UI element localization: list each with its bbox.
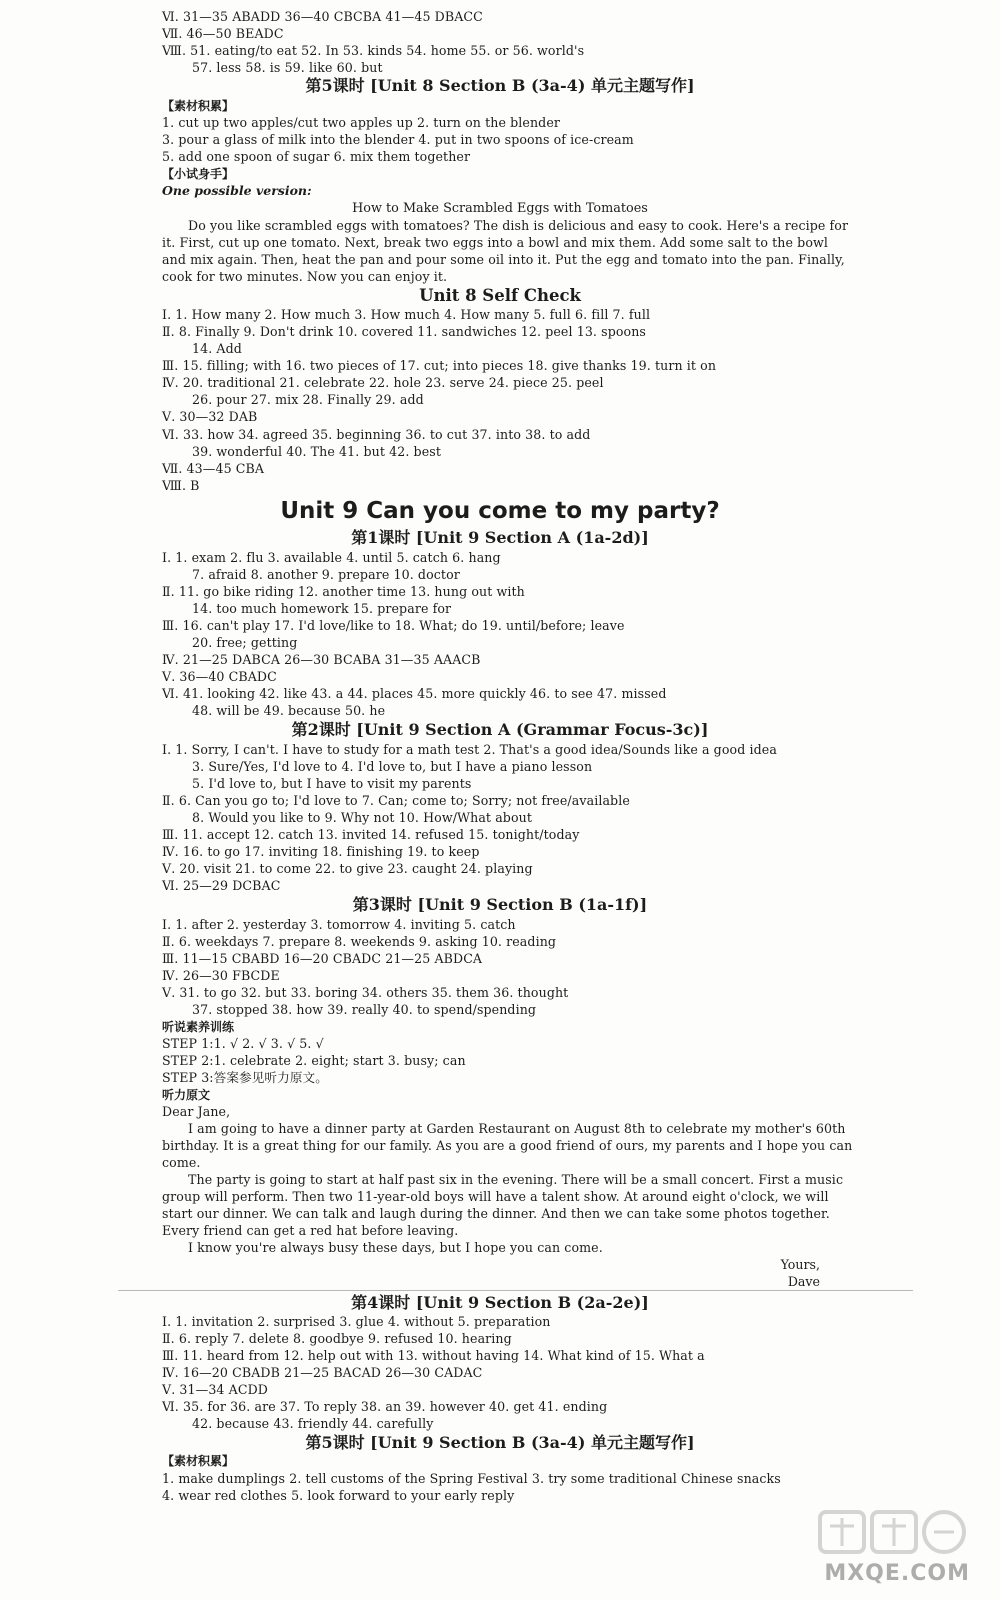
section-tag: 听力原文 <box>162 1088 211 1102</box>
answer-line: Ⅴ. 20. visit 21. to come 22. to give 23. caught 24. playing <box>162 861 533 876</box>
answer-line: Ⅵ. 25—29 DCBAC <box>162 878 281 893</box>
answer-line: Ⅱ. 6. weekdays 7. prepare 8. weekends 9. asking 10. reading <box>162 934 557 949</box>
answer-line: Ⅵ. 35. for 36. are 37. To reply 38. an 39. however 40. get 41. ending <box>162 1399 608 1414</box>
lesson-heading: 第1课时 [Unit 9 Section A (1a-2d)] <box>351 528 649 547</box>
lesson-heading: 第5课时 [Unit 9 Section B (3a-4) 单元主题写作] <box>305 1433 695 1452</box>
watermark-text: MXQE.COM <box>824 1561 970 1586</box>
lesson-heading: 第3课时 [Unit 9 Section B (1a-1f)] <box>352 895 648 914</box>
answer-line: Ⅳ. 20. traditional 21. celebrate 22. hole 23. serve 24. piece 25. peel <box>162 375 604 390</box>
letter-greeting: Dear Jane, <box>162 1104 231 1119</box>
answer-line: 26. pour 27. mix 28. Finally 29. add <box>192 392 424 407</box>
essay-line: and mix again. Then, heat the pan and pour some oil into it. Put the egg and tomato into the pan. Finally, <box>162 252 845 267</box>
answer-line: Ⅲ. 11—15 CBABD 16—20 CBADC 21—25 ABDCA <box>162 951 483 966</box>
answer-line: Ⅴ. 36—40 CBADC <box>162 669 277 684</box>
answer-line: Ⅰ. 1. exam 2. flu 3. available 4. until 5. catch 6. hang <box>162 550 501 565</box>
answer-line: Ⅰ. 1. Sorry, I can't. I have to study for a math test 2. That's a good idea/Sounds like a good idea <box>162 742 777 757</box>
answer-line: 37. stopped 38. how 39. really 40. to spend/spending <box>192 1002 537 1017</box>
essay-line: it. First, cut up one tomato. Next, break two eggs into a bowl and mix them. Add some salt to the bowl <box>162 235 829 250</box>
answer-line: 3. Sure/Yes, I'd love to 4. I'd love to, but I have a piano lesson <box>192 759 593 774</box>
answer-line: Ⅲ. 15. filling; with 16. two pieces of 17. cut; into pieces 18. give thanks 19. turn it on <box>162 358 717 373</box>
letter-line: come. <box>162 1155 201 1170</box>
answer-line: Ⅳ. 26—30 FBCDE <box>162 968 280 983</box>
answer-line: 3. pour a glass of milk into the blender 4. put in two spoons of ice-cream <box>162 132 634 147</box>
answer-line: Ⅳ. 16. to go 17. inviting 18. finishing 19. to keep <box>162 844 480 859</box>
section-tag: 【素材积累】 <box>162 1454 235 1468</box>
answer-line: 57. less 58. is 59. like 60. but <box>192 60 383 75</box>
essay-line: cook for two minutes. Now you can enjoy it. <box>162 269 448 284</box>
answer-line: Ⅴ. 30—32 DAB <box>162 409 258 424</box>
answer-line: 1. cut up two apples/cut two apples up 2. turn on the blender <box>162 115 561 130</box>
answer-line: 4. wear red clothes 5. look forward to your early reply <box>162 1488 515 1503</box>
answer-line: 7. afraid 8. another 9. prepare 10. doctor <box>192 567 460 582</box>
answer-line: 42. because 43. friendly 44. carefully <box>192 1416 434 1431</box>
answer-line: Ⅵ. 33. how 34. agreed 35. beginning 36. to cut 37. into 38. to add <box>162 427 591 442</box>
letter-closing: Yours, <box>780 1257 820 1272</box>
answer-line: Ⅳ. 16—20 CBADB 21—25 BACAD 26—30 CADAC <box>162 1365 483 1380</box>
answer-line: Ⅵ. 31—35 ABADD 36—40 CBCBA 41—45 DBACC <box>162 9 483 24</box>
self-check-heading: Unit 8 Self Check <box>419 286 581 305</box>
letter-line: The party is going to start at half past six in the evening. There will be a small concert. First a music <box>188 1172 844 1187</box>
answer-line: 48. will be 49. because 50. he <box>192 703 386 718</box>
section-tag: 【小试身手】 <box>162 167 235 181</box>
answer-line: Ⅲ. 16. can't play 17. I'd love/like to 18. What; do 19. until/before; leave <box>162 618 625 633</box>
answer-line: 5. I'd love to, but I have to visit my parents <box>192 776 472 791</box>
step-line: STEP 2:1. celebrate 2. eight; start 3. busy; can <box>162 1053 466 1068</box>
section-tag: 听说素养训练 <box>162 1020 235 1034</box>
version-label: One possible version: <box>162 183 312 198</box>
letter-line: I know you're always busy these days, but I hope you can come. <box>188 1240 603 1255</box>
step-line: STEP 3:答案参见听力原文。 <box>162 1070 328 1085</box>
answer-line: 14. Add <box>192 341 242 356</box>
answer-line: 14. too much homework 15. prepare for <box>192 601 452 616</box>
answer-line: Ⅲ. 11. accept 12. catch 13. invited 14. refused 15. tonight/today <box>162 827 580 842</box>
answer-line: Ⅴ. 31—34 ACDD <box>162 1382 268 1397</box>
essay-title: How to Make Scrambled Eggs with Tomatoes <box>352 201 648 216</box>
answer-line: Ⅷ. B <box>162 478 200 493</box>
answer-line: 8. Would you like to 9. Why not 10. How/What about <box>192 810 533 825</box>
answer-line: Ⅱ. 6. Can you go to; I'd love to 7. Can; come to; Sorry; not free/available <box>162 793 630 808</box>
lesson-heading: 第4课时 [Unit 9 Section B (2a-2e)] <box>351 1293 649 1312</box>
letter-line: I am going to have a dinner party at Garden Restaurant on August 8th to celebrate my mother's 60th <box>188 1121 846 1136</box>
answer-line: 39. wonderful 40. The 41. but 42. best <box>192 444 441 459</box>
answer-line: Ⅶ. 46—50 BEADC <box>162 26 284 41</box>
answer-line: Ⅱ. 6. reply 7. delete 8. goodbye 9. refused 10. hearing <box>162 1331 512 1346</box>
letter-line: birthday. It is a great thing for our family. As you are a good friend of ours, my parents and I hope you can <box>162 1138 853 1153</box>
answer-line: Ⅰ. 1. after 2. yesterday 3. tomorrow 4. inviting 5. catch <box>162 917 516 932</box>
section-tag: 【素材积累】 <box>162 99 235 113</box>
answer-line: Ⅰ. 1. How many 2. How much 3. How much 4. How many 5. full 6. fill 7. full <box>162 307 651 322</box>
answer-line: Ⅳ. 21—25 DABCA 26—30 BCABA 31—35 AAACB <box>162 652 481 667</box>
answer-line: Ⅴ. 31. to go 32. but 33. boring 34. others 35. them 36. thought <box>162 985 569 1000</box>
answer-line: Ⅱ. 11. go bike riding 12. another time 13. hung out with <box>162 584 525 599</box>
letter-line: Every friend can get a red hat before leaving. <box>162 1223 459 1238</box>
answer-line: Ⅷ. 51. eating/to eat 52. In 53. kinds 54. home 55. or 56. world's <box>162 43 585 58</box>
answer-line: 1. make dumplings 2. tell customs of the Spring Festival 3. try some traditional Chinese snacks <box>162 1471 781 1486</box>
answer-line: Ⅶ. 43—45 CBA <box>162 461 265 476</box>
answer-line: 20. free; getting <box>192 635 298 650</box>
answer-line: Ⅱ. 8. Finally 9. Don't drink 10. covered 11. sandwiches 12. peel 13. spoons <box>162 324 646 339</box>
essay-line: Do you like scrambled eggs with tomatoes? The dish is delicious and easy to cook. Here's a recipe for <box>188 218 849 233</box>
answer-line: Ⅲ. 11. heard from 12. help out with 13. without having 14. What kind of 15. What a <box>162 1348 705 1363</box>
answer-line: 5. add one spoon of sugar 6. mix them together <box>162 149 471 164</box>
letter-signature: Dave <box>787 1274 820 1289</box>
divider <box>118 1290 913 1291</box>
letter-line: start our dinner. We can talk and laugh during the dinner. And then we can take some photos together. <box>162 1206 830 1221</box>
lesson-heading: 第5课时 [Unit 8 Section B (3a-4) 单元主题写作] <box>305 76 695 95</box>
unit-title: Unit 9 Can you come to my party? <box>280 498 720 524</box>
answer-line: Ⅵ. 41. looking 42. like 43. a 44. places 45. more quickly 46. to see 47. missed <box>162 686 667 701</box>
letter-line: group will perform. Then two 11-year-old boys will have a talent show. At around eight o'clock, we will <box>162 1189 829 1204</box>
lesson-heading: 第2课时 [Unit 9 Section A (Grammar Focus-3c)] <box>291 720 709 739</box>
step-line: STEP 1:1. √ 2. √ 3. √ 5. √ <box>162 1036 324 1051</box>
answer-line: Ⅰ. 1. invitation 2. surprised 3. glue 4. without 5. preparation <box>162 1314 551 1329</box>
